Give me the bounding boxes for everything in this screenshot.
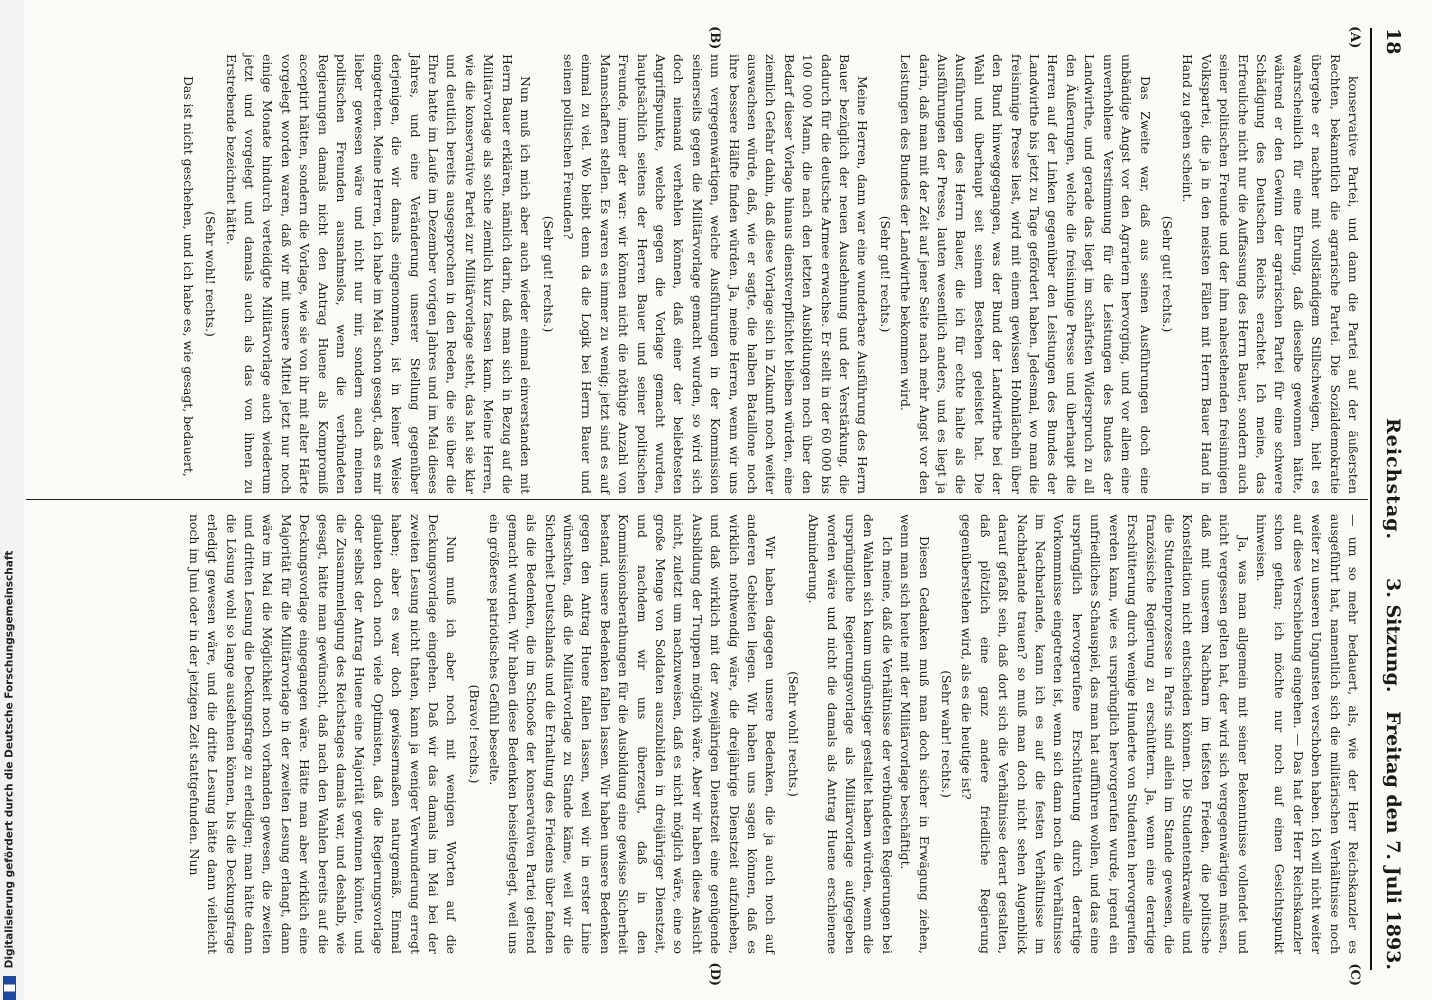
margin-mark-c: (C) [1347, 963, 1362, 986]
interjection: (Sehr wohl! rechts.) [203, 211, 219, 337]
digitization-credit [3, 400, 21, 1000]
interjection: (Sehr gut! rechts.) [877, 215, 893, 333]
column-separator [26, 499, 1368, 500]
paragraph: Wir haben dagegen unsere Bedenken, die ja auch noch auf anderen Gebieten liegen. Wir haben uns sagen können, daß es wirklich nothwendig wäre, die dreijährige Dienstzeit aufzuheben, und daß wirklich mit der zweijährigen Dienstzeit eine genügende Ausbildung der Truppen möglich wäre. Aber wir haben diese Ansicht nicht, zuletzt um nachzuweisen, daß es nicht möglich wäre, eine so große Menge von Soldaten auszubilden in dreijähriger Dienstzeit, und nachdem wir uns überzeugt, daß in den Kommissionsberathungen für die Ausbildung eine gewisse Sicherheit bestand, unsere Bedenken fallen lassen. Wir haben unsere Bedenken gegen den Antrag Huene fallen lassen, weil wir in erster Linie wünschten, daß die Militärvorlage zu Stande käme, weil wir die Sicherheit Deutschlands und die Erhaltung des Friedens über fanden als die Bedenken, die im Schooße der konservativen Partei geltend gemacht wurden. Wir haben diese Bedenken beiseitegelegt, weil uns ein größeres patriotisches Gefühl beseelte. [487, 514, 779, 954]
digitization-strip [0, 0, 24, 1000]
header-date: Freitag den 7. Juli 1893. [1382, 710, 1404, 970]
paragraph: Diesen Gedanken muß man doch sicher in Erwägung ziehen, wenn man sich heute mit der Militärvorlage beschäftigt. [898, 514, 932, 954]
paragraph: — um so mehr bedauert, als, wie der Herr Reichskanzler es ausgeführt hat, namentlich sich die militärischen Verhältnisse noch weiter zu unseren Ungunsten verschoben haben. Ich will nicht weiter auf diese Verschiebung eingehen. — Das hat der Herr Reichskanzler schon gethan; ich möchte nur noch auf einen Gesichtspunkt hinweisen. [1253, 514, 1361, 954]
paragraph: Ja, was man allgemein mit seiner Bekenntnisse vollendet und nicht vergessen gelten hat, der wird sich vergegenwärtigen müssen, daß mit unserem Nachbarn im tiefsten Frieden, die politische Konstellation nicht entscheiden können. Die Studentenkrawalle und die Studentenprozesse in Paris sind allein im Stande gewesen, die französische Regierung zu erschüttern. Ja, wenn eine derartige Erschütterung durch wenige Hunderte von Studenten hervorgerufen werden kann, wie es ursprünglich hervorgerufen wurde, irgend ein unfriedliches Schauspiel, das man hat aufführen wollen, und das eine ursprünglich hervorgerufene Erschütterung durch derartige Vorkommnisse eingetreten ist, wenn sich dann noch die Verhältnisse im Nachbarlande, kann ich es auf die festen Verhältnisse im Nachbarlande trauen? so muß man doch nicht sehen Augenblick darauf gefaßt sein, daß dort sich die Verhältnisse derart gestalten, daß plötzlich eine ganz andere friedliche Regierung gegenüberstehen wird, als es die heutige ist? [959, 514, 1251, 954]
dfg-logo-icon [3, 976, 16, 1000]
margin-mark-b: (B) [707, 26, 722, 50]
header-rule [1370, 28, 1372, 970]
right-text-column [184, 514, 1362, 954]
margin-mark-d: (D) [707, 962, 722, 986]
digitization-credit-text: Digitalisierung gefördert durch die Deutsche Forschungsgemeinschaft [3, 550, 16, 969]
left-text-column [178, 54, 1362, 494]
header-title: Reichstag. [1382, 418, 1404, 541]
page-number: 18 [1382, 28, 1404, 55]
paragraph: Das Zweite war, daß aus seinen Ausführungen doch eine unbändige Angst vor den Agrariern hervorging, und vor allem eine unverhohlene Verstimmung für die Leistungen des Bundes der Landwirthe, und gerade das liegt im schärfsten Widerspruch zu all den Äußerungen, welche die freisinnige Presse und überhaupt die Herren auf der Linken gegenüber den Leistungen des Bundes der Landwirthe bis jetzt zu Tage gefördert haben. Jedesmal, wo man die freisinnige Presse liest, wird mit einem gewissen Hohnlächeln über den Bund hinweggegangen, was der Bund der Landwirthe bei der Wahl und überhaupt seit seinem Bestehen geleistet hat. Die Ausführungen des Herrn Bauer, die ich für echte halte als die Ausführungen der Presse, lauten wesentlich anders, und es liegt ja darin, daß man mit der Zeit auf jener Seite nach mehr Angst vor den Leistungen des Bundes der Landwirthe bekommen wird. [898, 54, 1153, 494]
interjection: (Bravo! rechts.) [466, 684, 482, 784]
interjection: (Sehr gut! rechts.) [540, 215, 556, 333]
running-header [1376, 28, 1404, 970]
interjection: (Sehr wohl! rechts.) [785, 671, 801, 797]
paragraph: konservative Partei, und dann die Partei auf der äußersten Rechten, bekanntlich die agrarische Partei. Die Sozialdemokratie übergehe er nachher mit vollständigem Stillschweigen, hielt es wahrscheinlich für eine Ehrung, daß dieselbe gewonnen hätte, während er den Gewinn der agrarischen Partei für eine schwere Schädigung des Deutschen Reichs erachtet. Ich meine, das Erfreuliche nicht nur die Auffassung des Herrn Bauer, sondern auch seiner politischen Freunde und der ihm nahestehenden freisinnigen Volkspartei, die ja in den meisten Fällen mit Herrn Bauer Hand in Hand zu gehen scheint. [1180, 54, 1361, 494]
interjection: (Sehr wahr! rechts.) [939, 670, 955, 798]
paragraph: Ich meine, daß die Verhältnisse der verbündeten Regierungen bei den Wahlen sich kaum ungünstiger gestaltet haben würden, wenn die ursprüngliche Regierungsvorlage als Militärvorlage aufgegeben worden wäre und nicht die damals als Antrag Huene erschienene Abminderung. [806, 514, 895, 954]
paragraph: Nun muß ich mich aber auch wieder einmal einverstanden mit Herrn Bauer erklären, nämlich darin, daß man sich in Bezug auf die Militärvorlage als solche ziemlich kurz fassen kann. Meine Herren, wie die konservative Partei zur Militärvorlage steht, das hat sie klar und deutlich bereits ausgesprochen in den Reden, die sie über die Ehre hatte im Laufe im Dezember vorigen Jahres und im Mai dieses Jahres, und eine Veränderung unserer Stellung gegenüber derjenigen, die wir damals eingenommen, ist in keiner Weise eingetreten. Meine Herren, ich habe im Mai schon gesagt, daß es mir lieber gewesen wäre und nicht nur mir, sondern auch meinen politischen Freunden ausnahmslos, wenn die verbündeten Regierungen damals nicht den Antrag Huene als Kompromiß acceptirt hätten, sondern die Vorlage, wie sie von ihr mit alter Härte vorgelegt worden waren, daß wir mit unsere Mittel jetzt nur noch einige Monate hindurch verteidigte Militärvorlage auch wiederum jetzt und vorgelegt und damals auch als das von ihnen zu Erstrebende bezeichnet hätte. [223, 54, 534, 494]
header-session: 3. Sitzung. [1382, 578, 1404, 693]
paragraph: Das ist nicht geschehen, und ich habe es, wie gesagt, bedauert, [180, 76, 196, 477]
interjection: (Sehr gut! rechts.) [1159, 215, 1175, 333]
margin-mark-a: (A) [1347, 26, 1362, 49]
paragraph: Meine Herren, dann war eine wunderbare Ausführung des Herrn Bauer bezüglich der neuen Ausdehnung und der Verstärkung, die dadurch für die deutsche Armee erwachse. Er stellt in der 60 000 bis 100 000 Mann, die nach den letzten Ausbildungen noch über den Bedarf dieser Vorlage hinaus dienstverpflichtet bleiben würden, eine ziemlich Gefahr dahin, daß diese Vorlage sich in Zukunft noch weiter auswachsen würde, daß, wie er sagte, die halben Bataillone noch ihre bessere Hälfte finden würden. Ja, meine Herren, wenn wir uns nun vergegenwärtigen, welche Ausführungen in der Kommission seinerseits gegen die Militärvorlage gemacht wurden, so wird sich doch niemand verhehlen können, daß einer der beliebtesten Angriffspunkte, welche gegen die Vorlage gemacht wurden, hauptsächlich seitens der Herren Bauer und seiner politischen Freunde, immer der war: wir können nicht die nöthige Anzahl von Mannschaften stellen. Es waren es immer zu wenig; jetzt sind es auf einmal zu viel. Wo bleibt denn da die Logik bei Herrn Bauer und seinen politischen Freunden? [560, 54, 871, 494]
paragraph: Nun muß ich aber noch mit wenigen Worten auf die Deckungsvorlage eingehen. Daß wir das damals im Mai bei der zweiten Lesung nicht thaten, kann ja weniger Verwunderung erregt haben; aber es war doch gewissermaßen naturgemäß. Einmal glaubten doch noch viele Optimisten, daß die Regierungsvorlage oder selbst der Antrag Huene eine Majorität gewinnen könnte, und die Zusammenlegung des Reichstages damals war, und deshalb, wie gesagt, hätte man gewünscht, daß nach den Wahlen bereits auf die Deckungsvorlage eingegangen wäre. Hätte man aber wirklich eine Majorität für die Militärvorlage in der zweiten Lesung erlangt, dann wäre im Mai die Möglichkeit noch vorhanden gewesen, die zweiten und dritten Lesung die Deckungsfrage zu erledigen; man hätte dann die Lösung wohl so lange ausdehnen können, bis die Deckungsfrage erledigt gewesen wäre, und die dritte Lesung hätte dann vielleicht noch im Juni oder in der jetzigen Zeit stattgefunden. Nun [186, 514, 460, 954]
